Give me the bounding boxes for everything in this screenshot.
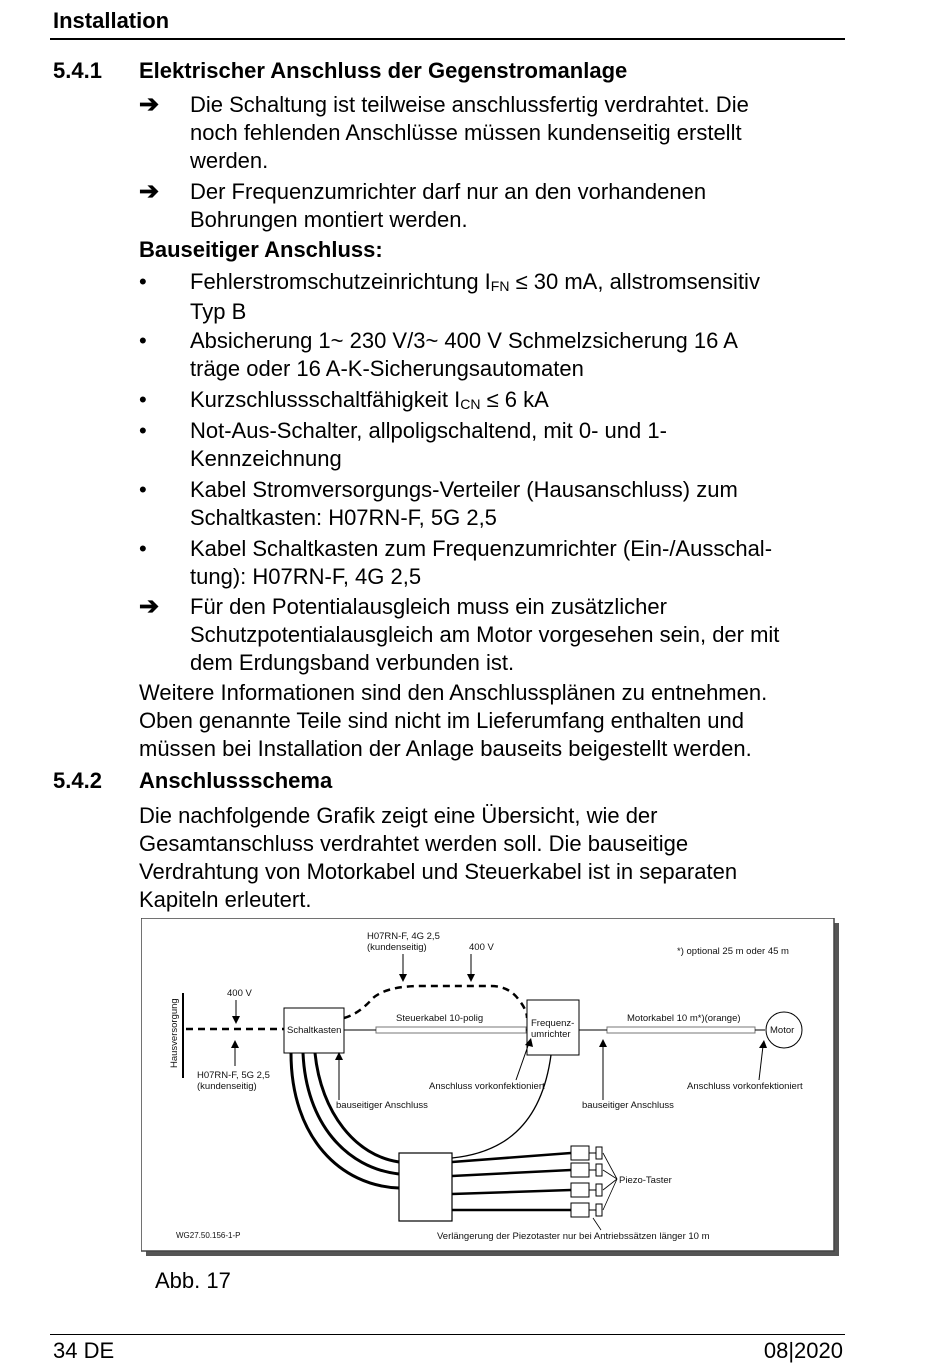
fu-label-2: umrichter (531, 1029, 571, 1040)
section-number: 5.4.2 (53, 768, 102, 793)
text-line: Gesamtanschluss verdrahtet werden soll. Die bauseitige (139, 831, 689, 856)
text-line: werden. (190, 148, 269, 173)
text-line: Kapiteln erleutert. (139, 887, 312, 912)
motor-label: Motor (770, 1025, 795, 1036)
section-title: Anschlussschema (139, 768, 333, 793)
bauseitiger-anschluss-1: bauseitiger Anschluss (336, 1100, 428, 1111)
piezo-taster-icon (571, 1163, 602, 1177)
section-title: Elektrischer Anschluss der Gegenstromanlage (139, 58, 628, 83)
bullet: • (139, 536, 147, 561)
verlaengerung-note: Verlängerung der Piezotaster nur bei Antriebssätzen länger 10 m (437, 1231, 710, 1242)
anschluss-vorkonfektioniert-1: Anschluss vorkonfektioniert (429, 1081, 545, 1092)
text-line: tung): H07RN-F, 4G 2,5 (190, 564, 422, 589)
paragraph (139, 802, 839, 914)
subheading: Bauseitiger Anschluss: (139, 237, 383, 262)
text-line: müssen bei Installation der Anlage bauseits beigestellt werden. (139, 736, 752, 761)
piezo-taster-label: Piezo-Taster (619, 1175, 672, 1186)
edition-date: 08|2020 (763, 1338, 843, 1363)
header-rule (50, 38, 845, 40)
piezo-control-box (399, 1153, 452, 1221)
piezo-taster-icon (571, 1146, 602, 1160)
bullet: • (139, 477, 147, 502)
text-line: FN (490, 278, 510, 294)
cable-label-top-2: (kundenseitig) (367, 942, 427, 953)
cable-label-top: H07RN-F, 4G 2,5 (367, 931, 440, 942)
steuerkabel-label: Steuerkabel 10-polig (396, 1013, 484, 1024)
list-item (190, 327, 840, 383)
text-line: noch fehlenden Anschlüsse müssen kundenseitig erstellt (190, 120, 742, 145)
text-line: Kennzeichnung (190, 446, 342, 471)
text-line: ≤ 6 kA (480, 387, 549, 412)
note-item (190, 178, 840, 234)
schaltkasten-label: Schaltkasten (287, 1025, 342, 1036)
text-line: Für den Potentialausgleich muss ein zusätzlicher (190, 594, 667, 619)
steuerkabel-bar (376, 1027, 526, 1033)
bullet: • (139, 387, 147, 412)
text-line: Verdrahtung von Motorkabel und Steuerkabel ist in separaten (139, 859, 738, 884)
arrow-icon: ➔ (139, 593, 160, 620)
figure-caption: Abb. 17 (155, 1268, 231, 1293)
list-item (190, 386, 840, 416)
text-line: Kabel Schaltkasten zum Frequenzumrichter (Ein-/Ausschal- (190, 536, 773, 561)
text-line: Bohrungen montiert werden. (190, 207, 468, 232)
note-item (190, 593, 840, 677)
text-line: dem Erdungsband verbunden ist. (190, 650, 515, 675)
list-item (190, 535, 840, 591)
bullet: • (139, 269, 147, 294)
arrow-icon: ➔ (139, 91, 160, 118)
fu-label-1: Frequenz- (531, 1018, 575, 1029)
text-line: Oben genannte Teile sind nicht im Lieferumfang enthalten und (139, 708, 745, 733)
voltage-label-left: 400 V (227, 988, 252, 999)
voltage-label-top: 400 V (469, 942, 494, 953)
text-line: Kabel Stromversorgungs-Verteiler (Hausanschluss) zum (190, 477, 738, 502)
list-item (190, 476, 840, 532)
cable-label-left-2: (kundenseitig) (197, 1081, 257, 1092)
motorkabel-label: Motorkabel 10 m*)(orange) (627, 1013, 741, 1024)
optional-note: *) optional 25 m oder 45 m (677, 946, 789, 957)
wiring-diagram (141, 918, 841, 1258)
list-item (190, 417, 840, 473)
text-line: Der Frequenzumrichter darf nur an den vorhandenen (190, 179, 707, 204)
anschluss-vorkonfektioniert-2: Anschluss vorkonfektioniert (687, 1081, 803, 1092)
motorkabel-bar (607, 1027, 755, 1033)
text-line: Schutzpotentialausgleich am Motor vorgesehen sein, der mit (190, 622, 780, 647)
bullet: • (139, 418, 147, 443)
arrow-icon: ➔ (139, 178, 160, 205)
page-number: 34 DE (53, 1338, 115, 1363)
text-line: Absicherung 1~ 230 V/3~ 400 V Schmelzsicherung 16 A (190, 328, 738, 353)
cable-label-left: H07RN-F, 5G 2,5 (197, 1070, 270, 1081)
list-item (190, 268, 840, 326)
section-number: 5.4.1 (53, 58, 102, 83)
text-line: Not-Aus-Schalter, allpoligschaltend, mit 0- und 1- (190, 418, 667, 443)
text-line: Die Schaltung ist teilweise anschlussfertig verdrahtet. Die (190, 92, 749, 117)
text-line: Fehlerstromschutzeinrichtung I (190, 269, 491, 294)
text-line: Typ B (190, 299, 247, 324)
bullet: • (139, 328, 147, 353)
paragraph (139, 679, 839, 763)
text-line: Die nachfolgende Grafik zeigt eine Übersicht, wie der (139, 803, 658, 828)
text-line: Kurzschlussschaltfähigkeit I (190, 387, 461, 412)
figure-reference: WG27.50.156-1-P (176, 1231, 241, 1240)
text-line: CN (460, 396, 481, 412)
note-item (190, 91, 840, 175)
text-line: Weitere Informationen sind den Anschlussplänen zu entnehmen. (139, 680, 768, 705)
footer-rule (50, 1334, 845, 1335)
running-header: Installation (53, 8, 170, 33)
piezo-taster-icon (571, 1203, 602, 1217)
text-line: träge oder 16 A-K-Sicherungsautomaten (190, 356, 584, 381)
text-line: ≤ 30 mA, allstromsensitiv (509, 269, 760, 294)
piezo-taster-icon (571, 1183, 602, 1197)
bauseitiger-anschluss-2: bauseitiger Anschluss (582, 1100, 674, 1111)
text-line: Schaltkasten: H07RN-F, 5G 2,5 (190, 505, 497, 530)
hausversorgung-label: Hausversorgung (169, 998, 180, 1068)
